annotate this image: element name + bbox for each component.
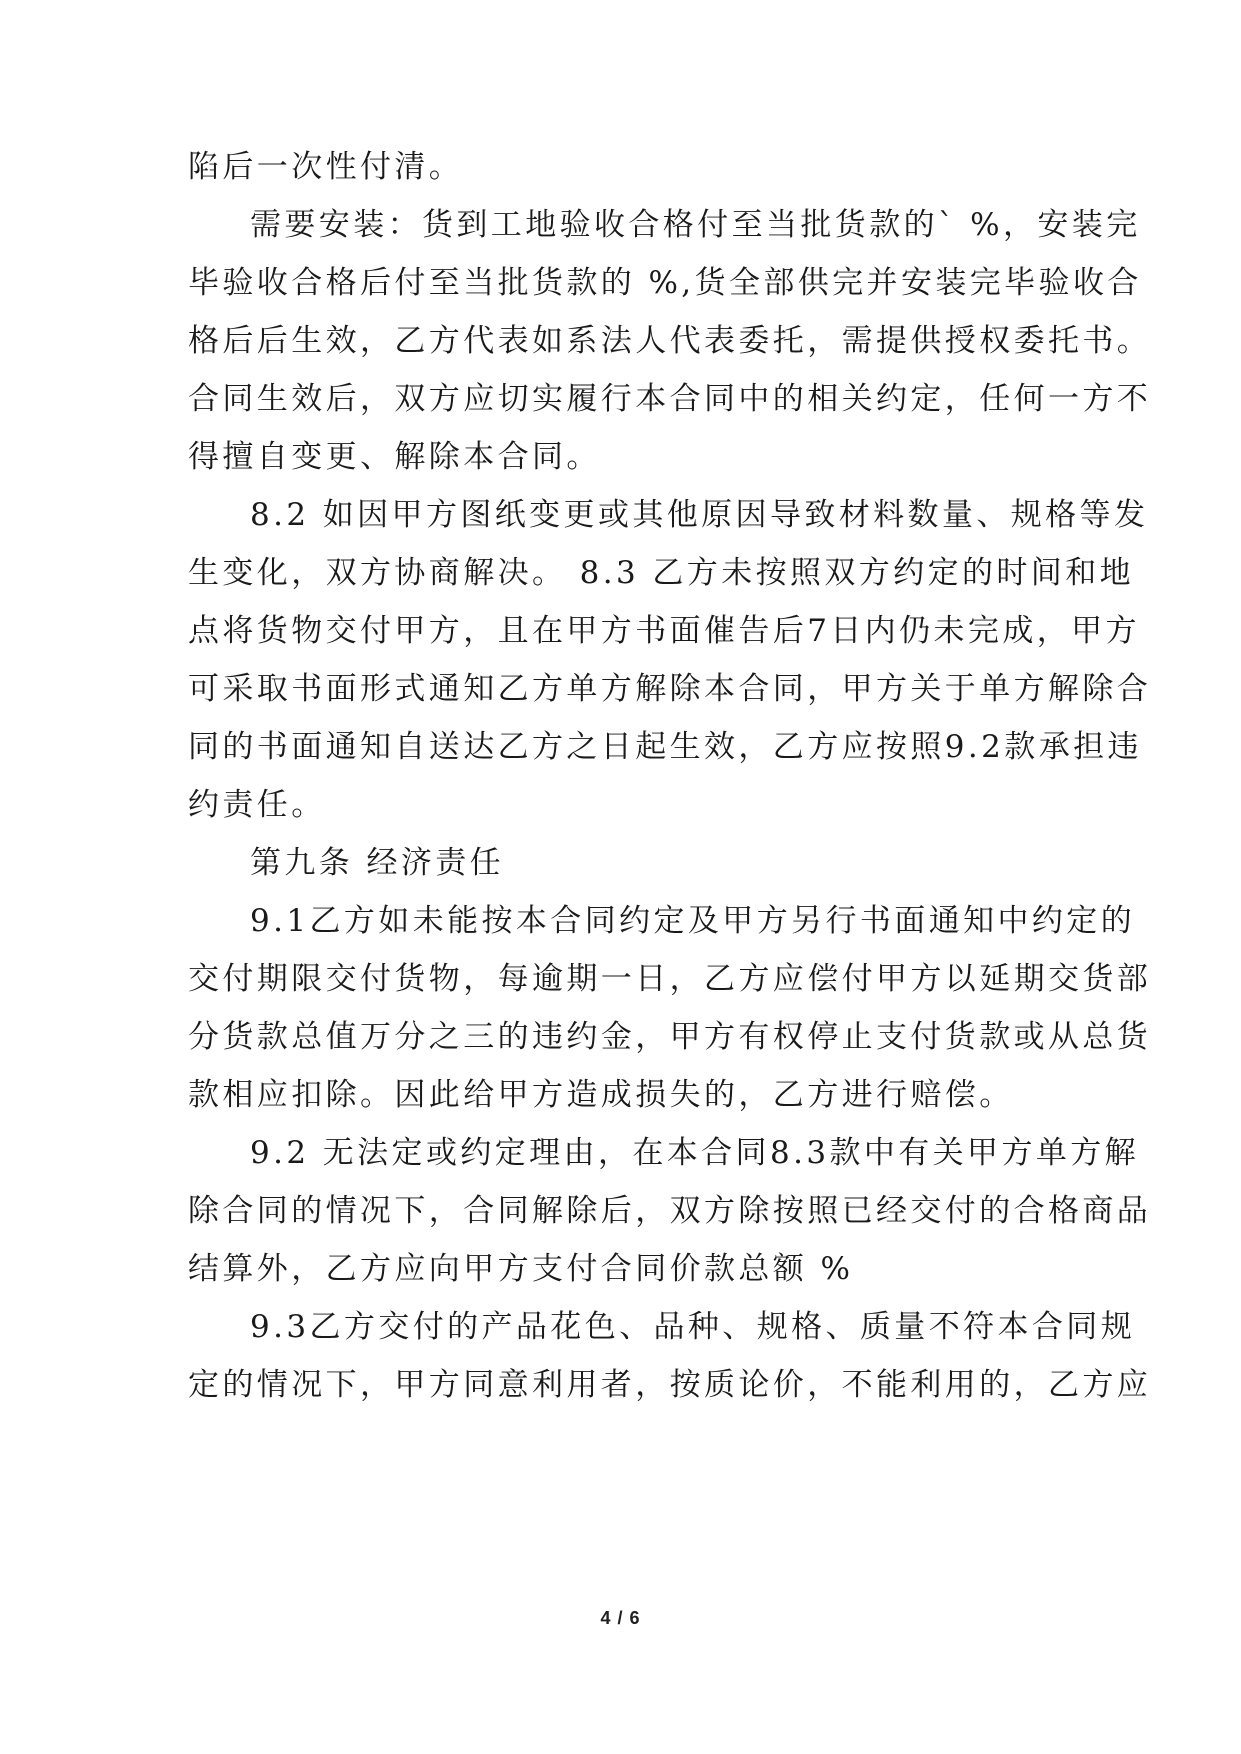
text-line: 9.3乙方交付的产品花色、品种、规格、质量不符本合同规 <box>250 1309 1136 1345</box>
text-line: 9.2 无法定或约定理由，在本合同8.3款中有关甲方单方解 <box>250 1135 1140 1171</box>
text-line: 合同生效后，双方应切实履行本合同中的相关约定，任何一方不 <box>188 381 1152 417</box>
text-line: 可采取书面形式通知乙方单方解除本合同，甲方关于单方解除合 <box>188 671 1152 707</box>
text-line: 9.1乙方如未能按本合同约定及甲方另行书面通知中约定的 <box>250 903 1136 939</box>
text-line: 交付期限交付货物，每逾期一日，乙方应偿付甲方以延期交货部 <box>188 961 1152 997</box>
text-line: 同的书面通知自送达乙方之日起生效，乙方应按照9.2款承担违 <box>188 729 1142 765</box>
text-line: 点将货物交付甲方，且在甲方书面催告后7日内仍未完成，甲方 <box>188 613 1140 649</box>
text-line: 结算外，乙方应向甲方支付合同价款总额 % <box>188 1251 854 1287</box>
page-number: 4 / 6 <box>600 1608 641 1628</box>
text-line: 得擅自变更、解除本合同。 <box>188 439 601 475</box>
text-line: 需要安装：货到工地验收合格付至当批货款的` %，安装完 <box>250 207 1141 243</box>
text-line: 约责任。 <box>188 787 326 823</box>
text-line: 格后后生效，乙方代表如系法人代表委托，需提供授权委托书。 <box>188 323 1152 359</box>
text-line: 除合同的情况下，合同解除后，双方除按照已经交付的合格商品 <box>188 1193 1152 1229</box>
text-line: 毕验收合格后付至当批货款的 %,货全部供完并安装完毕验收合 <box>188 265 1142 301</box>
text-line: 陷后一次性付清。 <box>188 149 464 185</box>
section-heading: 第九条 经济责任 <box>250 845 505 881</box>
text-line: 8.2 如因甲方图纸变更或其他原因导致材料数量、规格等发 <box>250 497 1149 533</box>
text-line: 定的情况下，甲方同意利用者，按质论价，不能利用的，乙方应 <box>188 1367 1152 1403</box>
text-line: 分货款总值万分之三的违约金，甲方有权停止支付货款或从总货 <box>188 1019 1152 1055</box>
text-line: 款相应扣除。因此给甲方造成损失的，乙方进行赔偿。 <box>188 1077 1014 1113</box>
text-line: 生变化，双方协商解决。 8.3 乙方未按照双方约定的时间和地 <box>188 555 1135 591</box>
